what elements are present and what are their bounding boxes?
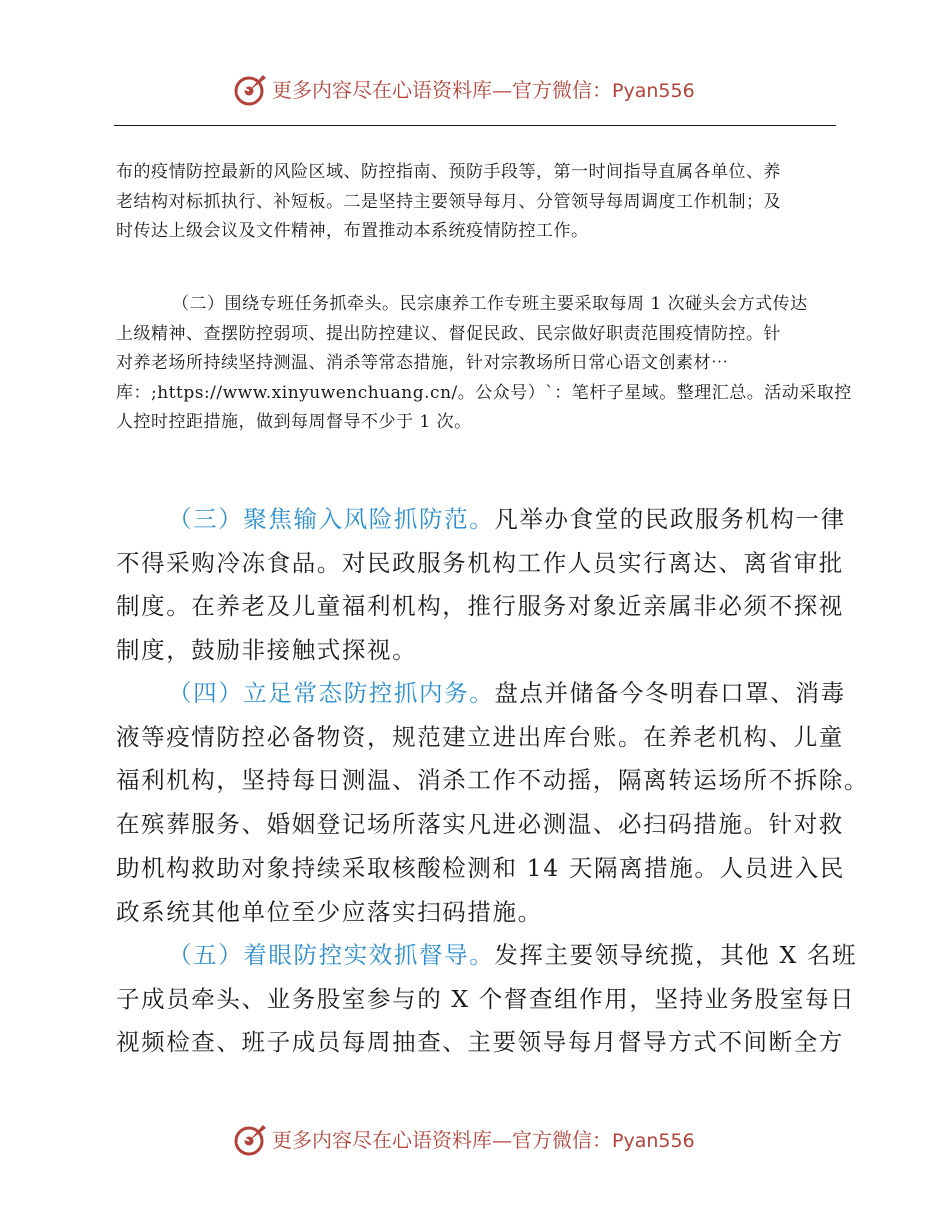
- pen-nib-logo-icon: [232, 72, 268, 108]
- paragraph-line: 时传达上级会议及文件精神，布置推动本系统疫情防控工作。: [116, 221, 589, 242]
- pen-nib-logo-icon: [232, 1122, 268, 1158]
- section-lead-5: （五）着眼防控实效抓督导。: [168, 941, 495, 969]
- paragraph-line: 视频检查、班子成员每周抽查、主要领导每月督导方式不间断全方: [116, 1028, 844, 1057]
- paragraph-first-line: [116, 498, 846, 542]
- paragraph-text: 凡举办食堂的民政服务机构一律: [494, 505, 846, 533]
- header-wechat-id: Pyan556: [612, 80, 695, 102]
- paragraph-2: [116, 290, 852, 438]
- section-lead-3: （三）聚焦输入风险抓防范。: [168, 505, 495, 533]
- paragraph-4: [116, 672, 869, 934]
- paragraph-first-line: [116, 934, 858, 978]
- paragraph-line: 布的疫情防控最新的风险区域、防控指南、预防手段等，第一时间指导直属各单位、养: [116, 162, 781, 182]
- paragraph-line: 制度，鼓励非接触式探视。: [116, 636, 418, 665]
- paragraph-line: 制度。在养老及儿童福利机构，推行服务对象近亲属非必须不探视: [116, 592, 844, 621]
- paragraph-line: 子成员牵头、业务股室参与的 X 个督查组作用，坚持业务股室每日: [116, 984, 856, 1013]
- header-brand: 更多内容尽在心语资料库: [272, 78, 492, 102]
- footer-brand: 更多内容尽在心语资料库: [272, 1128, 492, 1152]
- header-divider: [114, 125, 836, 126]
- paragraph-3: [116, 498, 846, 673]
- paragraph-line: 政系统其他单位至少应落实扫码措施。: [116, 897, 543, 926]
- paragraph-1: [116, 158, 842, 247]
- paragraph-5: [116, 934, 858, 1065]
- paragraph-line: 老结构对标抓执行、补短板。二是坚持主要领导每月、分管领导每周调度工作机制；及: [116, 191, 781, 212]
- footer-text: [272, 1126, 695, 1155]
- paragraph-line: 助机构救助对象持续采取核酸检测和 14 天隔离措施。人员进入民: [116, 853, 845, 882]
- footer-dash: —: [492, 1128, 512, 1152]
- paragraph-line: 在殡葬服务、婚姻登记场所落实凡进必测温、必扫码措施。针对救: [116, 810, 844, 839]
- footer-banner: [0, 1122, 950, 1162]
- paragraph-text: 发挥主要领导统揽，其他 X 名班: [494, 941, 858, 969]
- paragraph-line: 人控时控距措施，做到每周督导不少于 1 次。: [116, 412, 472, 433]
- header-text: [272, 76, 695, 105]
- header-dash: —: [492, 78, 512, 102]
- header-official: 官方微信：: [512, 78, 612, 102]
- footer-official: 官方微信：: [512, 1128, 612, 1152]
- paragraph-line: 福利机构，坚持每日测温、消杀工作不动摇，隔离转运场所不拆除。: [116, 766, 869, 795]
- paragraph-line: 上级精神、查摆防控弱项、提出防控建议、督促民政、民宗做好职责范围疫情防控。针: [116, 323, 781, 344]
- paragraph-line: 对养老场所持续坚持测温、消杀等常态措施，针对宗教场所日常心语文创素材⋯: [116, 353, 729, 374]
- paragraph-line: （二）围绕专班任务抓牵头。民宗康养工作专班主要采取每周 1 次碰头会方式传达: [172, 294, 808, 314]
- section-lead-4: （四）立足常态防控抓内务。: [168, 679, 495, 707]
- footer-wechat-id: Pyan556: [612, 1130, 695, 1152]
- paragraph-text: 盘点并储备今冬明春口罩、消毒: [494, 679, 846, 707]
- paragraph-line: 液等疫情防控必备物资，规范建立进出库台账。在养老机构、儿童: [116, 722, 844, 751]
- header-banner: [0, 72, 950, 112]
- paragraph-line: 不得采购冷冻食品。对民政服务机构工作人员实行离达、离省审批: [116, 548, 844, 577]
- paragraph-first-line: [116, 672, 846, 716]
- paragraph-line: 库：;https://www.xinyuwenchuang.cn/。公众号）`：笔杆子星域。整理汇总。活动采取控: [116, 382, 852, 403]
